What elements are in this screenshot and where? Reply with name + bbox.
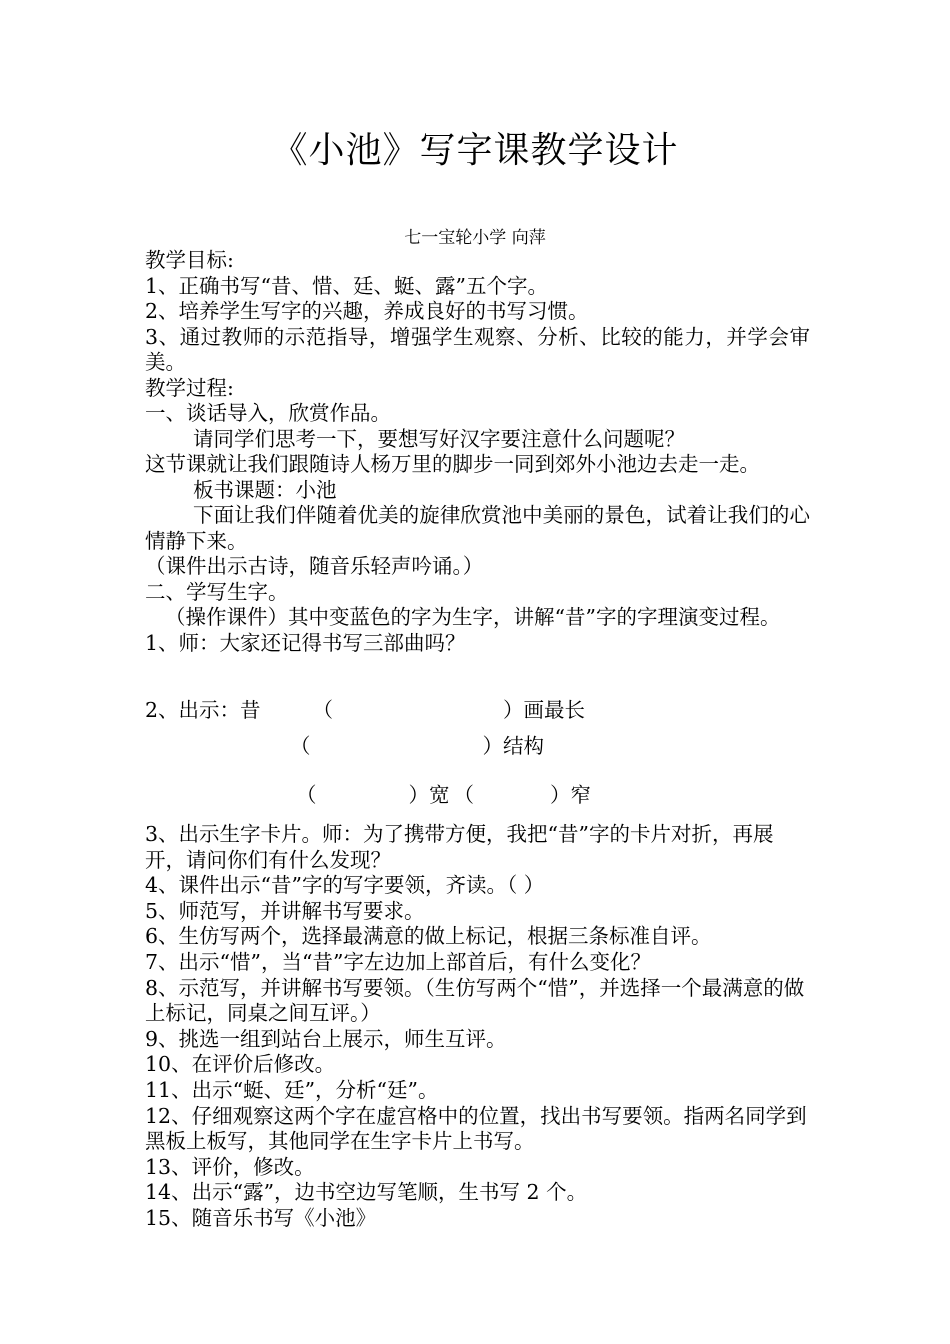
paragraph-courseware: （操作课件）其中变蓝色的字为生字，讲解“昔”字的字理演变过程。	[165, 605, 781, 629]
fill-row-3	[296, 782, 591, 808]
objective-1: 1、正确书写“昔、惜、廷、蜓、露”五个字。	[145, 273, 549, 298]
close-paren: ）	[408, 783, 429, 807]
fill-row-2	[290, 733, 544, 759]
fill-row-1	[145, 697, 585, 723]
step-11: 11、出示“蜓、廷”，分析“廷”。	[145, 1077, 439, 1102]
paragraph-question: 请同学们思考一下，要想写好汉字要注意什么问题呢？	[193, 426, 685, 451]
paragraph-intro: 这节课就让我们跟随诗人杨万里的脚步一同到郊外小池边去走一走。	[145, 452, 760, 476]
fill-row-3-wide: 宽	[429, 783, 450, 807]
fill-row-2-suffix: 结构	[503, 734, 544, 758]
fill-row-1-suffix: 画最长	[523, 698, 586, 722]
step-10: 10、在评价后修改。	[145, 1052, 336, 1077]
heading-process: 教学过程:	[145, 375, 234, 400]
document-title: 《小池》写字课教学设计	[271, 130, 679, 171]
paragraph-recite: （课件出示古诗，随音乐轻声吟诵。）	[145, 554, 484, 578]
section-1-heading: 一、谈话导入，欣赏作品。	[145, 401, 391, 425]
step-15: 15、随音乐书写《小池》	[145, 1205, 377, 1230]
author-line: 七一宝轮小学 向萍	[404, 228, 546, 248]
step-7: 7、出示“惜”，当“昔”字左边加上部首后，有什么变化？	[145, 949, 651, 974]
step-13: 13、评价，修改。	[145, 1154, 315, 1179]
step-5: 5、师范写，并讲解书写要求。	[145, 898, 425, 923]
close-paren: ）	[550, 783, 571, 807]
close-paren: ）	[482, 734, 503, 758]
paragraph-appreciate: 下面让我们伴随着优美的旋律欣赏池中美丽的景色，试着让我们的心情静下来。	[145, 503, 810, 553]
step-9: 9、挑选一组到站台上展示，师生互评。	[145, 1026, 507, 1051]
objective-3: 3、通过教师的示范指导，增强学生观察、分析、比较的能力，并学会审美。	[145, 324, 810, 374]
open-paren: （	[453, 783, 474, 807]
step-3: 3、出示生字卡片。师：为了携带方便，我把“昔”字的卡片对折，再展开，请问你们有什么发现？	[145, 822, 774, 872]
step-1: 1、师：大家还记得书写三部曲吗？	[145, 630, 466, 655]
step-6: 6、生仿写两个，选择最满意的做上标记，根据三条标准自评。	[145, 924, 712, 949]
step-12: 12、仔细观察这两个字在虚宫格中的位置，找出书写要领。指两名同学到黑板上板写，其他同学在生字卡片上书写。	[145, 1103, 807, 1154]
close-paren: ）	[503, 698, 524, 722]
document-body-part1	[145, 248, 810, 656]
fill-row-1-prefix: 2、出示：昔	[145, 698, 261, 722]
open-paren: （	[296, 783, 317, 807]
step-4: 4、课件出示“昔”字的写字要领，齐读。（ ）	[145, 873, 545, 898]
step-8: 8、示范写，并讲解书写要领。（生仿写两个“惜”，并选择一个最满意的做上标记，同桌之间互评。）	[145, 975, 805, 1026]
open-paren: （	[312, 698, 334, 722]
paragraph-board-title: 板书课题：小池	[193, 477, 337, 502]
fill-row-3-narrow: 窄	[570, 783, 591, 807]
objective-2: 2、培养学生写字的兴趣，养成良好的书写习惯。	[145, 299, 589, 323]
open-paren: （	[290, 734, 311, 758]
step-14: 14、出示“露”，边书空边写笔顺，生书写 2 个。	[145, 1180, 588, 1205]
document-body-part2	[145, 822, 810, 1232]
section-2-heading: 二、学写生字。	[145, 579, 289, 604]
heading-objectives: 教学目标:	[145, 248, 234, 272]
